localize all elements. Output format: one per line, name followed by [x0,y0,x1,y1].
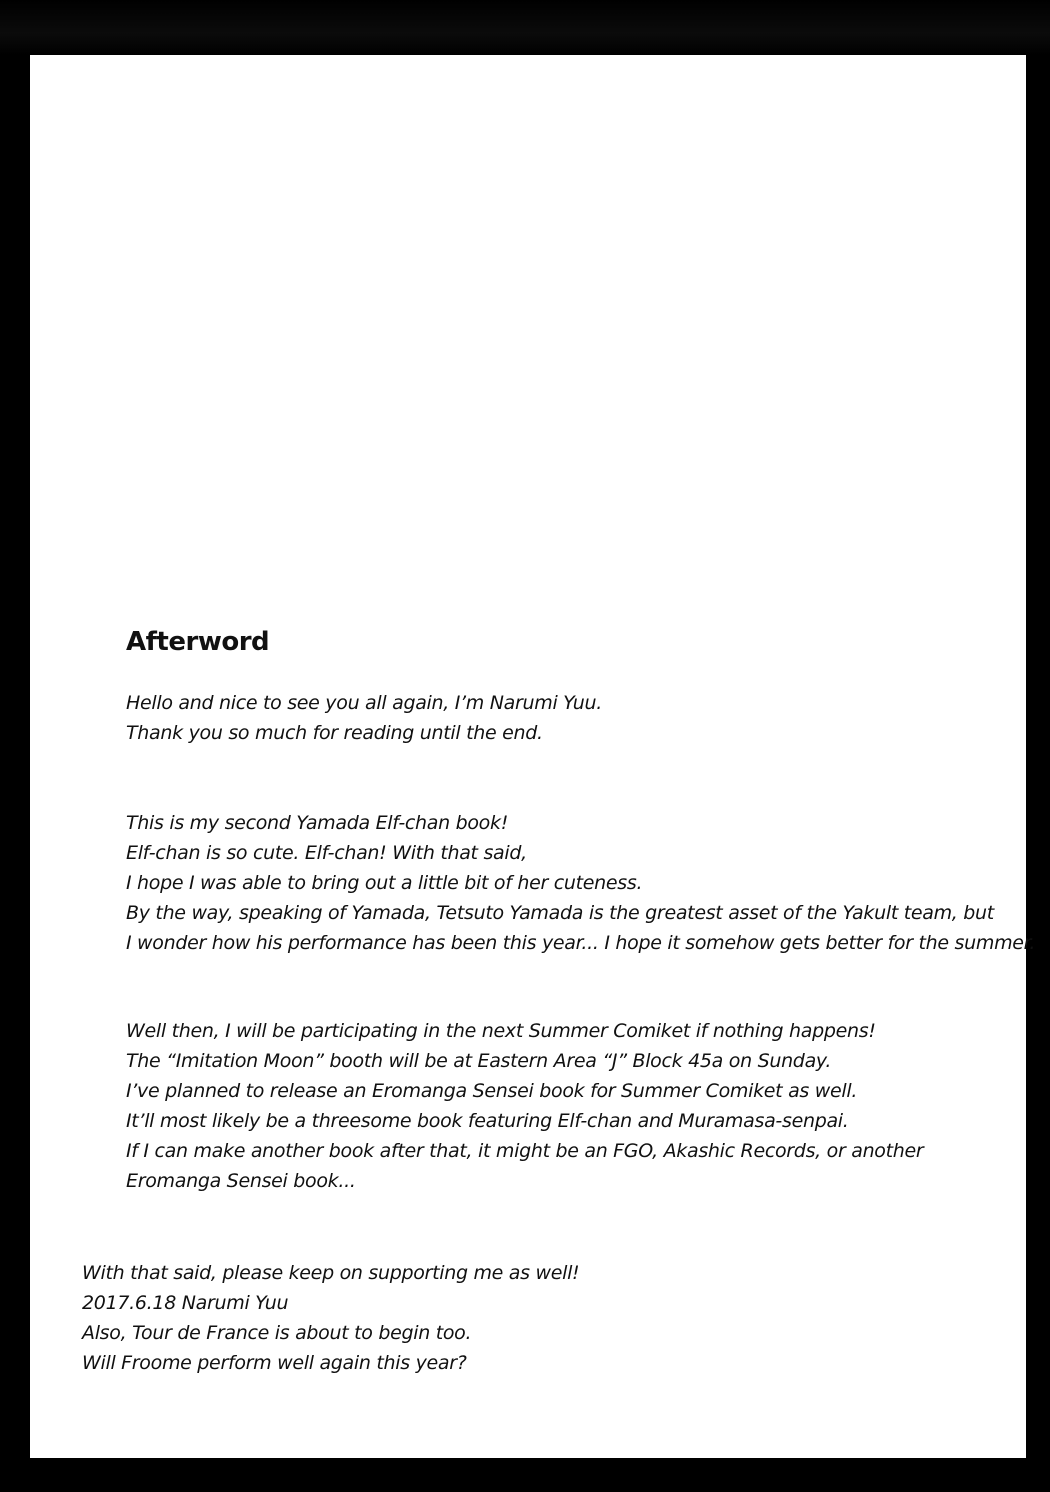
text-line: I’ve planned to release an Eromanga Sensei book for Summer Comiket as well. [126,1080,858,1102]
signature-line: 2017.6.18 Narumi Yuu [82,1292,289,1314]
text-line: Well then, I will be participating in the next Summer Comiket if nothing happens! [126,1020,876,1042]
text-line: This is my second Yamada Elf-chan book! [126,812,509,834]
paragraph-comiket [126,1016,923,1196]
text-line: Will Froome perform well again this year? [82,1352,467,1374]
text-line: Elf-chan is so cute. Elf-chan! With that said, [126,842,527,864]
text-line: Hello and nice to see you all again, I’m Narumi Yuu. [126,692,602,714]
paragraph-elf-chan [126,808,1035,958]
text-line: Eromanga Sensei book... [126,1170,356,1192]
paragraph-greeting [126,688,602,748]
text-line: With that said, please keep on supporting me as well! [82,1262,580,1284]
text-line: The “Imitation Moon” booth will be at Eastern Area “J” Block 45a on Sunday. [126,1050,832,1072]
text-line: I wonder how his performance has been this year... I hope it somehow gets better for the summer. [126,932,1036,954]
text-line: If I can make another book after that, it might be an FGO, Akashic Records, or another [126,1140,924,1162]
text-line: By the way, speaking of Yamada, Tetsuto Yamada is the greatest asset of the Yakult team, but [126,902,994,924]
paper-sheet [30,55,1036,1458]
text-line: Thank you so much for reading until the end. [126,722,543,744]
closing-notes [82,1258,579,1378]
text-line: It’ll most likely be a threesome book featuring Elf-chan and Muramasa-senpai. [126,1110,849,1132]
scan-border [0,0,1050,55]
text-line: I hope I was able to bring out a little bit of her cuteness. [126,872,643,894]
afterword-title: Afterword [126,627,270,657]
text-line: Also, Tour de France is about to begin too. [82,1322,472,1344]
